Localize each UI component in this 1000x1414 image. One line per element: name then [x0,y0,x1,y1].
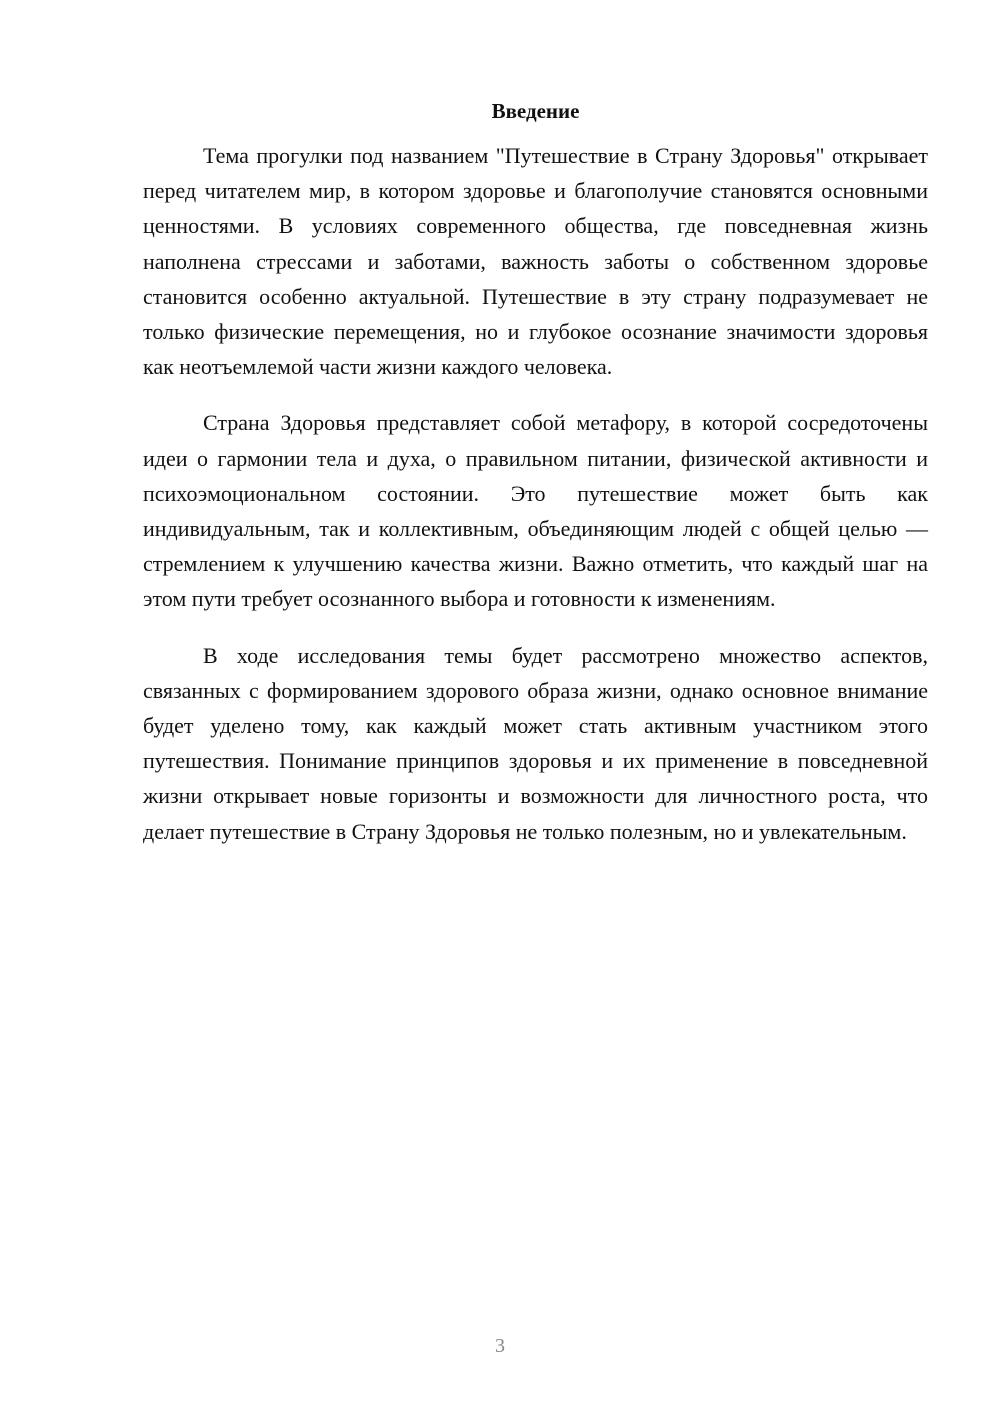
page-content [143,96,928,870]
page-number: 3 [495,1335,505,1357]
paragraph-1: Тема прогулки под названием "Путешествие в Страну Здоровья" открывает перед читателем мир, в котором здоровье и благополучие становятся основными ценностями. В условиях современного общества, где повседневная жизнь наполнена стрессами и заботами, важность заботы о собственном здоровье становится особенно актуальной. Путешествие в эту страну подразумевает не только физические перемещения, но и глубокое осознание значимости здоровья как неотъемлемой части жизни каждого человека. [143,143,928,380]
paragraph-3: В ходе исследования темы будет рассмотрено множество аспектов, связанных с формированием здорового образа жизни, однако основное внимание будет уделено тому, как каждый может стать активным участником этого путешествия. Понимание принципов здоровья и их применение в повседневной жизни открывает новые горизонты и возможности для личностного роста, что делает путешествие в Страну Здоровья не только полезным, но и увлекательным. [143,642,928,844]
paragraph-2: Страна Здоровья представляет собой метафору, в которой сосредоточены идеи о гармонии тела и духа, о правильном питании, физической активности и психоэмоциональном состоянии. Это путешествие может быть как индивидуальным, так и коллективным, объединяющим людей с общей целью — стремлением к улучшению качества жизни. Важно отметить, что каждый шаг на этом пути требует осознанного выбора и готовности к изменениям. [143,410,928,612]
section-title: Введение [491,99,580,123]
